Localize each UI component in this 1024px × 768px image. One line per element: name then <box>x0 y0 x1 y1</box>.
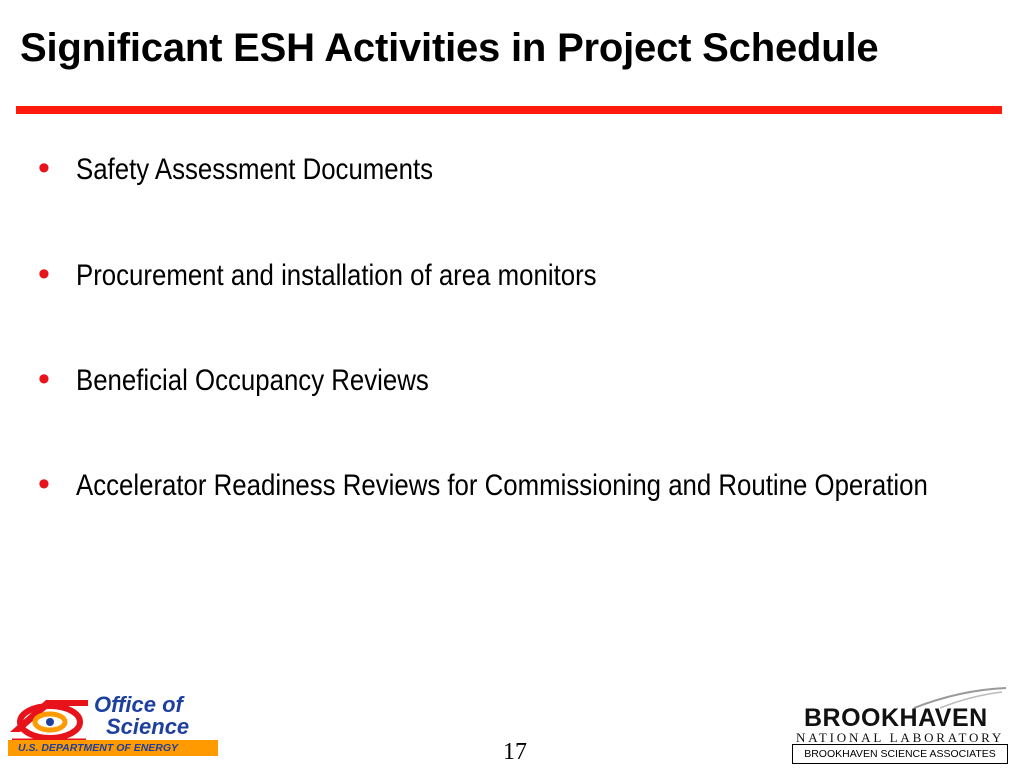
bullet-text: Safety Assessment Documents <box>76 153 434 186</box>
brookhaven-science-associates-box: BROOKHAVEN SCIENCE ASSOCIATES <box>792 744 1008 764</box>
bullet-dot-icon: • <box>38 465 50 503</box>
doe-science-text: Science <box>106 714 190 739</box>
bullet-text: Beneficial Occupancy Reviews <box>76 364 429 397</box>
doe-office-text: Office of <box>94 692 183 717</box>
national-laboratory-text: NATIONAL LABORATORY <box>796 730 1005 745</box>
title-underline-rule <box>16 106 1002 114</box>
brookhaven-name: BROOKHAVEN <box>804 704 988 732</box>
bullet-item <box>32 466 1024 506</box>
bullet-dot-icon: • <box>38 255 50 293</box>
doe-department-text: U.S. DEPARTMENT OF ENERGY <box>18 742 179 754</box>
bullet-item <box>32 256 1024 296</box>
bullet-item <box>32 361 1024 401</box>
bullet-text: Accelerator Readiness Reviews for Commissioning and Routine Operation <box>76 469 928 502</box>
doe-office-of-science-logo <box>8 694 218 760</box>
bullet-text: Procurement and installation of area monitors <box>76 259 597 292</box>
doe-emblem-icon <box>8 696 90 744</box>
bullet-dot-icon: • <box>38 360 50 398</box>
page-number: 17 <box>503 739 527 765</box>
brookhaven-logo <box>790 686 1020 766</box>
bullet-dot-icon: • <box>38 149 50 187</box>
slide-title: Significant ESH Activities in Project Schedule <box>20 26 879 70</box>
bullet-item <box>32 150 1024 190</box>
